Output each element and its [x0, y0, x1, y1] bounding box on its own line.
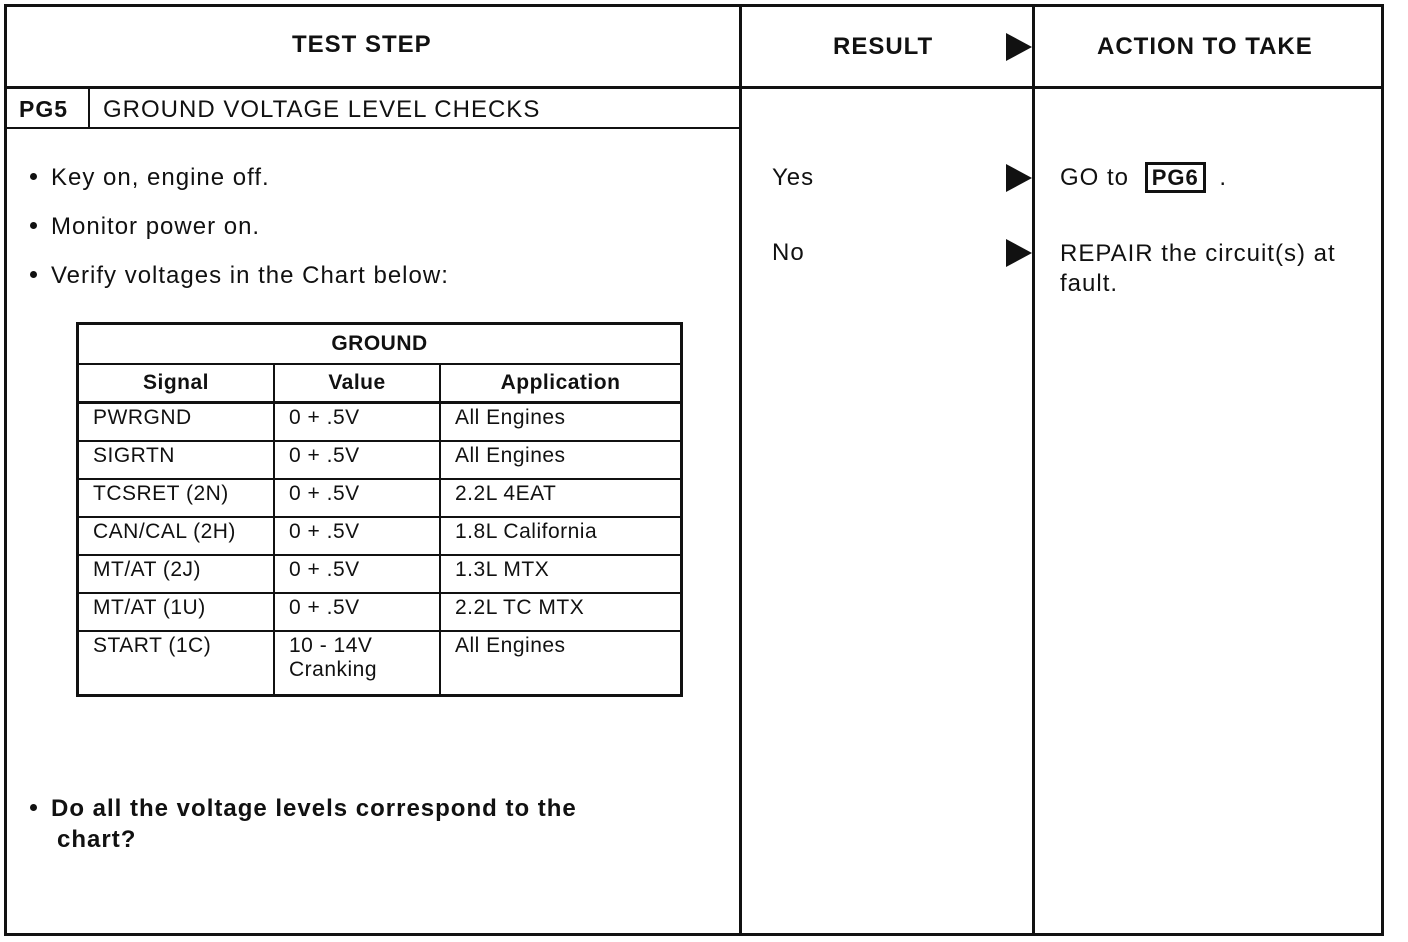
header-test-step: TEST STEP — [292, 31, 432, 58]
action-yes — [1060, 164, 1227, 192]
cell-signal: TCSRET (2N) — [78, 479, 275, 517]
header-divider — [4, 86, 1384, 89]
table-row — [78, 517, 682, 555]
header-result: RESULT — [833, 33, 934, 60]
cell-application: All Engines — [440, 441, 682, 479]
cell-value: 0 + .5V — [274, 403, 440, 442]
action-no-line-2: fault. — [1060, 270, 1119, 297]
bullet-text: Verify voltages in the Chart below: — [51, 262, 449, 289]
bullet-icon — [30, 222, 37, 229]
question-line-1: Do all the voltage levels correspond to the — [51, 795, 577, 822]
arrow-right-icon — [1006, 33, 1032, 61]
step-id-divider — [88, 89, 90, 129]
ground-voltage-table — [76, 322, 683, 697]
cell-signal: SIGRTN — [78, 441, 275, 479]
result-yes: Yes — [772, 164, 815, 191]
cell-application: All Engines — [440, 403, 682, 442]
table-row — [78, 403, 682, 442]
bullet-icon — [30, 271, 37, 278]
cell-value: 0 + .5V — [274, 517, 440, 555]
question — [30, 793, 577, 855]
cell-signal: MT/AT (1U) — [78, 593, 275, 631]
action-yes-prefix: GO to — [1060, 164, 1130, 191]
bullet-icon — [30, 173, 37, 180]
table-row — [78, 593, 682, 631]
bullet-item — [30, 213, 260, 241]
column-divider-result — [739, 4, 742, 936]
column-header-signal: Signal — [78, 364, 275, 403]
cell-signal: MT/AT (2J) — [78, 555, 275, 593]
cell-signal: CAN/CAL (2H) — [78, 517, 275, 555]
bullet-item — [30, 164, 270, 192]
cell-application: 1.8L California — [440, 517, 682, 555]
cell-value: 0 + .5V — [274, 479, 440, 517]
cell-value: 0 + .5V — [274, 593, 440, 631]
step-reference-pg6[interactable]: PG6 — [1145, 162, 1206, 193]
arrow-right-icon — [1006, 239, 1032, 267]
result-no: No — [772, 239, 805, 266]
cell-application: All Engines — [440, 631, 682, 696]
cell-value: 0 + .5V — [274, 441, 440, 479]
step-title-divider — [4, 127, 742, 129]
bullet-item — [30, 262, 449, 290]
step-title: GROUND VOLTAGE LEVEL CHECKS — [103, 96, 541, 123]
bullet-icon — [30, 804, 37, 811]
arrow-right-icon — [1006, 164, 1032, 192]
column-header-application: Application — [440, 364, 682, 403]
table-row — [78, 631, 682, 696]
column-divider-action — [1032, 4, 1035, 936]
cell-application: 1.3L MTX — [440, 555, 682, 593]
cell-value: 0 + .5V — [274, 555, 440, 593]
cell-application: 2.2L TC MTX — [440, 593, 682, 631]
cell-application: 2.2L 4EAT — [440, 479, 682, 517]
cell-signal: START (1C) — [78, 631, 275, 696]
action-no-line-1: REPAIR the circuit(s) at — [1060, 240, 1336, 267]
cell-value: 10 - 14V Cranking — [274, 631, 440, 696]
action-yes-suffix: . — [1219, 164, 1228, 191]
table-title: GROUND — [78, 324, 682, 365]
table-row — [78, 441, 682, 479]
bullet-text: Monitor power on. — [51, 213, 261, 240]
bullet-text: Key on, engine off. — [51, 164, 270, 191]
cell-signal: PWRGND — [78, 403, 275, 442]
column-header-value: Value — [274, 364, 440, 403]
header-action: ACTION TO TAKE — [1097, 33, 1313, 60]
step-id: PG5 — [19, 96, 69, 122]
table-row — [78, 479, 682, 517]
action-no — [1060, 239, 1364, 299]
table-row — [78, 555, 682, 593]
question-line-2: chart? — [57, 826, 137, 853]
